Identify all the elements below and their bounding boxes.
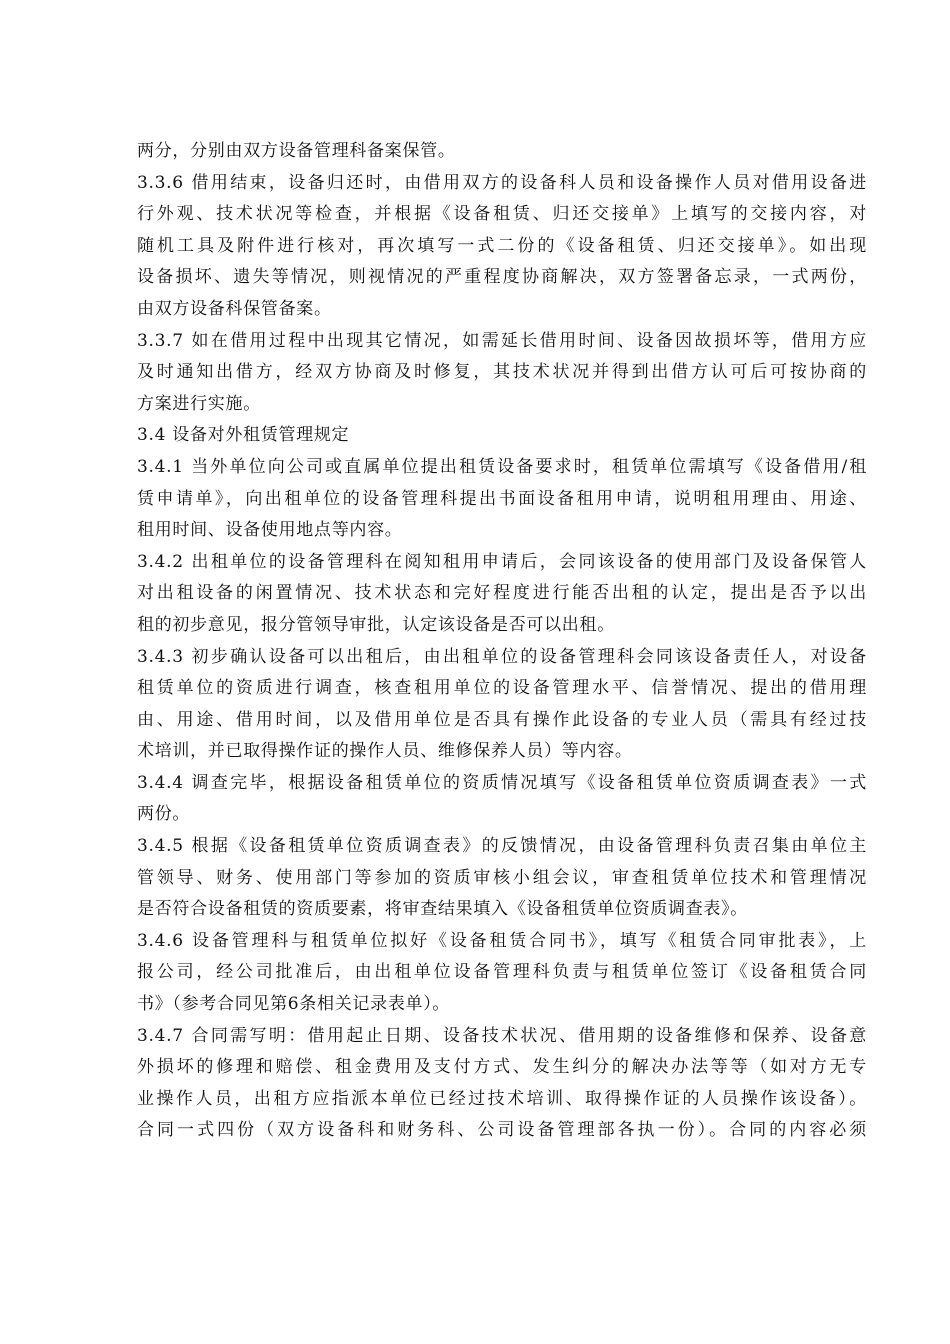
text-line: 租用时间、设备使用地点等内容。 — [137, 520, 403, 541]
text-line: 对出租设备的闲置情况、技术状态和完好程度进行能否出租的认定，提出是否予以出 — [137, 583, 867, 604]
text-line: 两分，分别由双方设备管理科备案保管。 — [137, 141, 456, 161]
text-line: 外损坏的修理和赔偿、租金费用及支付方式、发生纠分的解决办法等等（如对方无专 — [137, 1057, 867, 1078]
text-line: 业操作人员，出租方应指派本单位已经过技术培训、取得操作证的人员操作该设备）。 — [137, 1088, 867, 1109]
text-line: 设备损坏、遗失等情况，则视情况的严重程度协商解决，双方签署备忘录，一式两份， — [137, 267, 867, 288]
text-line: 租赁单位的资质进行调查，核查租用单位的设备管理水平、信誉情况、提出的借用理 — [137, 678, 867, 699]
text-line: 租的初步意见，报分管领导审批，认定该设备是否可以出租。 — [137, 614, 615, 635]
text-line: 3.3.7 如在借用过程中出现其它情况，如需延长借用时间、设备因故损坏等，借用方应 — [137, 330, 867, 351]
text-line: 3.4.1 当外单位向公司或直属单位提出租赁设备要求时，租赁单位需填写《设备借用/租 — [137, 456, 867, 477]
text-line: 由、用途、借用时间，以及借用单位是否具有操作此设备的专业人员（需具有经过技 — [137, 709, 867, 730]
text-line: 由双方设备科保管备案。 — [137, 298, 332, 319]
text-line: 3.4.7 合同需写明：借用起止日期、设备技术状况、借用期的设备维修和保养、设备意 — [137, 1025, 867, 1046]
text-line: 及时通知出借方，经双方协商及时修复，其技术状况并得到出借方认可后可按协商的 — [137, 362, 867, 383]
text-line: 3.4.5 根据《设备租赁单位资质调查表》的反馈情况，由设备管理科负责召集由单位主 — [137, 836, 867, 857]
text-line: 赁申请单》，向出租单位的设备管理科提出书面设备租用申请，说明租用理由、用途、 — [137, 488, 867, 509]
text-line: 方案进行实施。 — [137, 393, 261, 414]
text-line: 3.4.2 出租单位的设备管理科在阅知租用申请后，会同该设备的使用部门及设备保管人 — [137, 551, 867, 572]
text-line: 合同一式四份（双方设备科和财务科、公司设备管理部各执一份）。合同的内容必须 — [137, 1120, 867, 1141]
document-body — [137, 136, 867, 1147]
text-line: 报公司，经公司批准后，由出租单位设备管理科负责与租赁单位签订《设备租赁合同 — [137, 962, 867, 983]
text-line: 随机工具及附件进行核对，再次填写一式二份的《设备租赁、归还交接单》。如出现 — [137, 235, 867, 256]
text-line: 书》（参考合同见第6条相关记录表单）。 — [137, 994, 451, 1015]
text-line: 术培训，并已取得操作证的操作人员、维修保养人员）等内容。 — [137, 741, 633, 762]
text-line: 3.3.6 借用结束，设备归还时，由借用双方的设备科人员和设备操作人员对借用设备进 — [137, 172, 867, 193]
text-line: 行外观、技术状况等检查，并根据《设备租赁、归还交接单》上填写的交接内容，对 — [137, 204, 867, 225]
text-line: 是否符合设备租赁的资质要素，将审查结果填入《设备租赁单位资质调查表》。 — [137, 899, 748, 920]
text-line: 3.4.3 初步确认设备可以出租后，由出租单位的设备管理科会同该设备责任人，对设备 — [137, 646, 867, 667]
text-line: 3.4.6 设备管理科与租赁单位拟好《设备租赁合同书》，填写《租赁合同审批表》，上 — [137, 930, 867, 951]
text-line: 3.4 设备对外租赁管理规定 — [137, 425, 350, 446]
text-line: 两份。 — [137, 804, 191, 825]
text-line: 管领导、财务、使用部门等参加的资质审核小组会议，审查租赁单位技术和管理情况 — [137, 867, 867, 888]
text-line: 3.4.4 调查完毕，根据设备租赁单位的资质情况填写《设备租赁单位资质调查表》一式 — [137, 772, 867, 793]
